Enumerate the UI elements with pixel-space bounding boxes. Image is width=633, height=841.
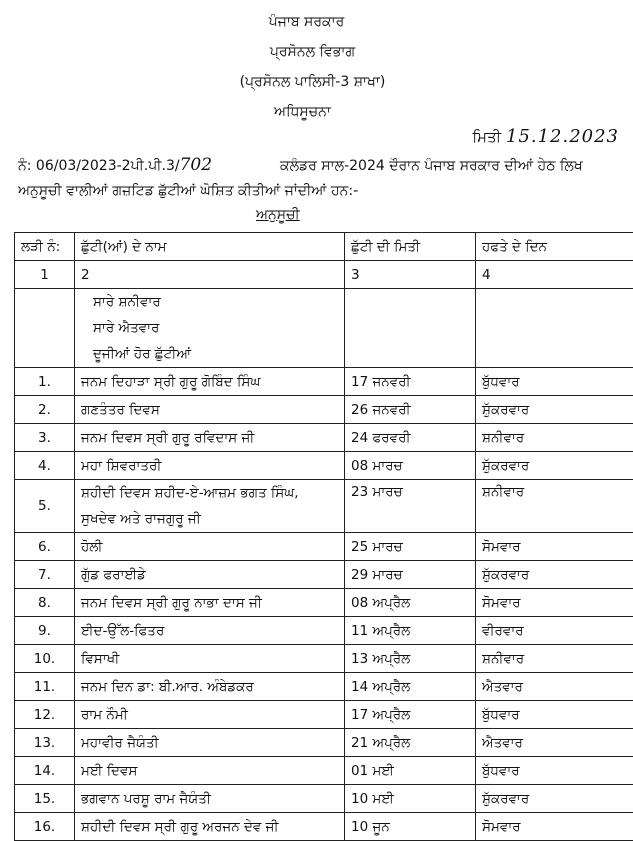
holiday-name: ਜਨਮ ਦਿਹਾੜਾ ਸ੍ਰੀ ਗੁਰੂ ਗੋਬਿੰਦ ਸਿੰਘ <box>75 368 345 396</box>
holiday-name: ਗਣਤੰਤਰ ਦਿਵਸ <box>75 396 345 424</box>
holiday-name: ਜਨਮ ਦਿਵਸ ਸ੍ਰੀ ਗੁਰੂ ਰਵਿਦਾਸ ਜੀ <box>75 424 345 452</box>
holiday-name: ਜਨਮ ਦਿਵਸ ਸ੍ਰੀ ਗੁਰੂ ਨਾਭਾ ਦਾਸ ਜੀ <box>75 589 345 617</box>
holiday-name: ਰਾਮ ਨੌਮੀ <box>75 701 345 729</box>
holiday-date: 08 ਅਪ੍ਰੈਲ <box>345 589 476 617</box>
holiday-serial: 7. <box>15 561 75 589</box>
table-row <box>15 617 633 645</box>
holiday-serial: 3. <box>15 424 75 452</box>
table-row <box>15 645 633 673</box>
holiday-serial: 5. <box>15 480 75 533</box>
holiday-name: ਮਈ ਦਿਵਸ <box>75 757 345 785</box>
holiday-name: ਸ਼ਹੀਦੀ ਦਿਵਸ ਸ੍ਰੀ ਗੁਰੂ ਅਰਜਨ ਦੇਵ ਜੀ <box>75 813 345 841</box>
table-row <box>15 785 633 813</box>
table-row <box>15 701 633 729</box>
table-header-row <box>15 233 633 261</box>
holiday-day: ਸੋਮਵਾਰ <box>476 589 633 617</box>
general-holiday: ਸਾਰੇ ਐਤਵਾਰ <box>81 315 338 341</box>
holiday-day: ਸ਼ੁੱਕਰਵਾਰ <box>476 396 633 424</box>
holiday-day: ਸ਼ੁੱਕਰਵਾਰ <box>476 785 633 813</box>
holiday-name: ਹੋਲੀ <box>75 533 345 561</box>
header-day: ਹਫਤੇ ਦੇ ਦਿਨ <box>476 233 633 261</box>
table-row <box>15 589 633 617</box>
col-number-3: 3 <box>345 261 476 289</box>
holiday-name-line: ਸੁਖਦੇਵ ਅਤੇ ਰਾਜਗੁਰੂ ਜੀ <box>81 506 338 532</box>
holiday-day: ਸ਼ੁੱਕਰਵਾਰ <box>476 561 633 589</box>
holiday-serial: 14. <box>15 757 75 785</box>
holiday-name: ਵਿਸਾਖੀ <box>75 645 345 673</box>
general-holidays-row <box>15 289 633 368</box>
schedule-title: ਅਨੁਸੂਚੀ <box>256 207 300 223</box>
holiday-serial: 13. <box>15 729 75 757</box>
table-row <box>15 452 633 480</box>
table-row <box>15 480 633 533</box>
holiday-date: 10 ਮਈ <box>345 785 476 813</box>
table-row <box>15 424 633 452</box>
date-label: ਮਿਤੀ <box>472 128 501 146</box>
table-row <box>15 368 633 396</box>
holiday-date: 17 ਅਪ੍ਰੈਲ <box>345 701 476 729</box>
holiday-date: 13 ਅਪ੍ਰੈਲ <box>345 645 476 673</box>
holiday-name: ਮਹਾਵੀਰ ਜੈਯੰਤੀ <box>75 729 345 757</box>
header-name: ਛੁੱਟੀ(ਆਂ) ਦੇ ਨਾਮ <box>75 233 345 261</box>
holiday-name <box>75 480 345 533</box>
holiday-serial: 2. <box>15 396 75 424</box>
holiday-date: 17 ਜਨਵਰੀ <box>345 368 476 396</box>
holiday-day: ਸ਼ਨੀਵਾਰ <box>476 424 633 452</box>
holiday-serial: 9. <box>15 617 75 645</box>
holiday-day: ਬੁੱਧਵਾਰ <box>476 757 633 785</box>
holiday-serial: 6. <box>15 533 75 561</box>
table-row <box>15 561 633 589</box>
general-holiday: ਸਾਰੇ ਸ਼ਨੀਵਾਰ <box>81 289 338 315</box>
holiday-table-body <box>15 233 633 841</box>
holiday-date: 25 ਮਾਰਚ <box>345 533 476 561</box>
holiday-name: ਜਨਮ ਦਿਨ ਡਾ: ਬੀ.ਆਰ. ਅੰਬੇਡਕਰ <box>75 673 345 701</box>
col-number-2: 2 <box>75 261 345 289</box>
holiday-name: ਗੁੱਡ ਫਰਾਈਡੇ <box>75 561 345 589</box>
holiday-serial: 16. <box>15 813 75 841</box>
holiday-date: 24 ਫਰਵਰੀ <box>345 424 476 452</box>
notification-date <box>472 126 619 147</box>
reference-text: ਕਲੰਡਰ ਸਾਲ-2024 ਦੌਰਾਨ ਪੰਜਾਬ ਸਰਕਾਰ ਦੀਆਂ ਹੇਠ ਲਿਖ <box>280 158 583 174</box>
holiday-day: ਐਤਵਾਰ <box>476 729 633 757</box>
holiday-name: ਭਗਵਾਨ ਪਰਸ਼ੂ ਰਾਮ ਜੈਯੰਤੀ <box>75 785 345 813</box>
intro-text: ਅਨੁਸੂਚੀ ਵਾਲੀਆਂ ਗਜ਼ਟਿਡ ਛੁੱਟੀਆਂ ਘੋਸ਼ਿਤ ਕੀਤੀਆਂ ਜਾਂਦੀਆਂ ਹਨ:- <box>18 183 358 199</box>
holiday-name: ਈਦ-ਉੱਲ-ਫਿਤਰ <box>75 617 345 645</box>
table-row <box>15 396 633 424</box>
table-row <box>15 813 633 841</box>
table-row <box>15 533 633 561</box>
holiday-date: 29 ਮਾਰਚ <box>345 561 476 589</box>
holiday-name: ਮਹਾ ਸ਼ਿਵਰਾਤਰੀ <box>75 452 345 480</box>
table-row <box>15 673 633 701</box>
table-row <box>15 729 633 757</box>
date-value: 15.12.2023 <box>506 126 619 147</box>
holiday-date: 21 ਅਪ੍ਰੈਲ <box>345 729 476 757</box>
reference-number: 702 <box>180 155 212 175</box>
holiday-day: ਸ਼ਨੀਵਾਰ <box>476 480 633 533</box>
holiday-serial: 8. <box>15 589 75 617</box>
holiday-day: ਸ਼ੁੱਕਰਵਾਰ <box>476 452 633 480</box>
holiday-date: 26 ਜਨਵਰੀ <box>345 396 476 424</box>
holiday-day: ਸੋਮਵਾਰ <box>476 533 633 561</box>
holiday-date: 14 ਅਪ੍ਰੈਲ <box>345 673 476 701</box>
holiday-serial: 4. <box>15 452 75 480</box>
general-holiday: ਦੂਜੀਆਂ ਹੋਰ ਛੁੱਟੀਆਂ <box>81 341 338 367</box>
holiday-day: ਸ਼ਨੀਵਾਰ <box>476 645 633 673</box>
holiday-table <box>14 232 633 841</box>
holiday-name-line: ਸ਼ਹੀਦੀ ਦਿਵਸ ਸ਼ਹੀਦ-ਏ-ਆਜ਼ਮ ਭਗਤ ਸਿੰਘ, <box>81 480 338 506</box>
header-date: ਛੁੱਟੀ ਦੀ ਮਿਤੀ <box>345 233 476 261</box>
holiday-serial: 10. <box>15 645 75 673</box>
holiday-day: ਸੋਮਵਾਰ <box>476 813 633 841</box>
header-line-3: (ਪ੍ਰਸੋਨਲ ਪਾਲਿਸੀ-3 ਸ਼ਾਖਾ) <box>0 74 629 90</box>
general-holidays-cell <box>75 289 345 368</box>
holiday-date: 01 ਮਈ <box>345 757 476 785</box>
header-line-2: ਪ੍ਰਸੋਨਲ ਵਿਭਾਗ <box>0 44 629 60</box>
holiday-serial: 12. <box>15 701 75 729</box>
col-number-1: 1 <box>15 261 75 289</box>
holiday-serial: 1. <box>15 368 75 396</box>
holiday-date: 10 ਜੂਨ <box>345 813 476 841</box>
header-serial: ਲੜੀ ਨੰ: <box>15 233 75 261</box>
holiday-date: 11 ਅਪ੍ਰੈਲ <box>345 617 476 645</box>
table-row <box>15 757 633 785</box>
header-line-4: ਅਧਿਸੂਚਨਾ <box>0 104 619 120</box>
col-number-4: 4 <box>476 261 633 289</box>
holiday-serial: 11. <box>15 673 75 701</box>
holiday-date: 08 ਮਾਰਚ <box>345 452 476 480</box>
reference-line <box>18 155 633 175</box>
table-number-row <box>15 261 633 289</box>
holiday-day: ਬੁੱਧਵਾਰ <box>476 368 633 396</box>
holiday-day: ਬੁੱਧਵਾਰ <box>476 701 633 729</box>
holiday-day: ਵੀਰਵਾਰ <box>476 617 633 645</box>
reference-prefix: ਨੰ: 06/03/2023-2ਪੀ.ਪੀ.3/ <box>18 158 180 174</box>
holiday-date: 23 ਮਾਰਚ <box>345 480 476 533</box>
header-line-1: ਪੰਜਾਬ ਸਰਕਾਰ <box>0 14 623 30</box>
holiday-serial: 15. <box>15 785 75 813</box>
holiday-day: ਐਤਵਾਰ <box>476 673 633 701</box>
